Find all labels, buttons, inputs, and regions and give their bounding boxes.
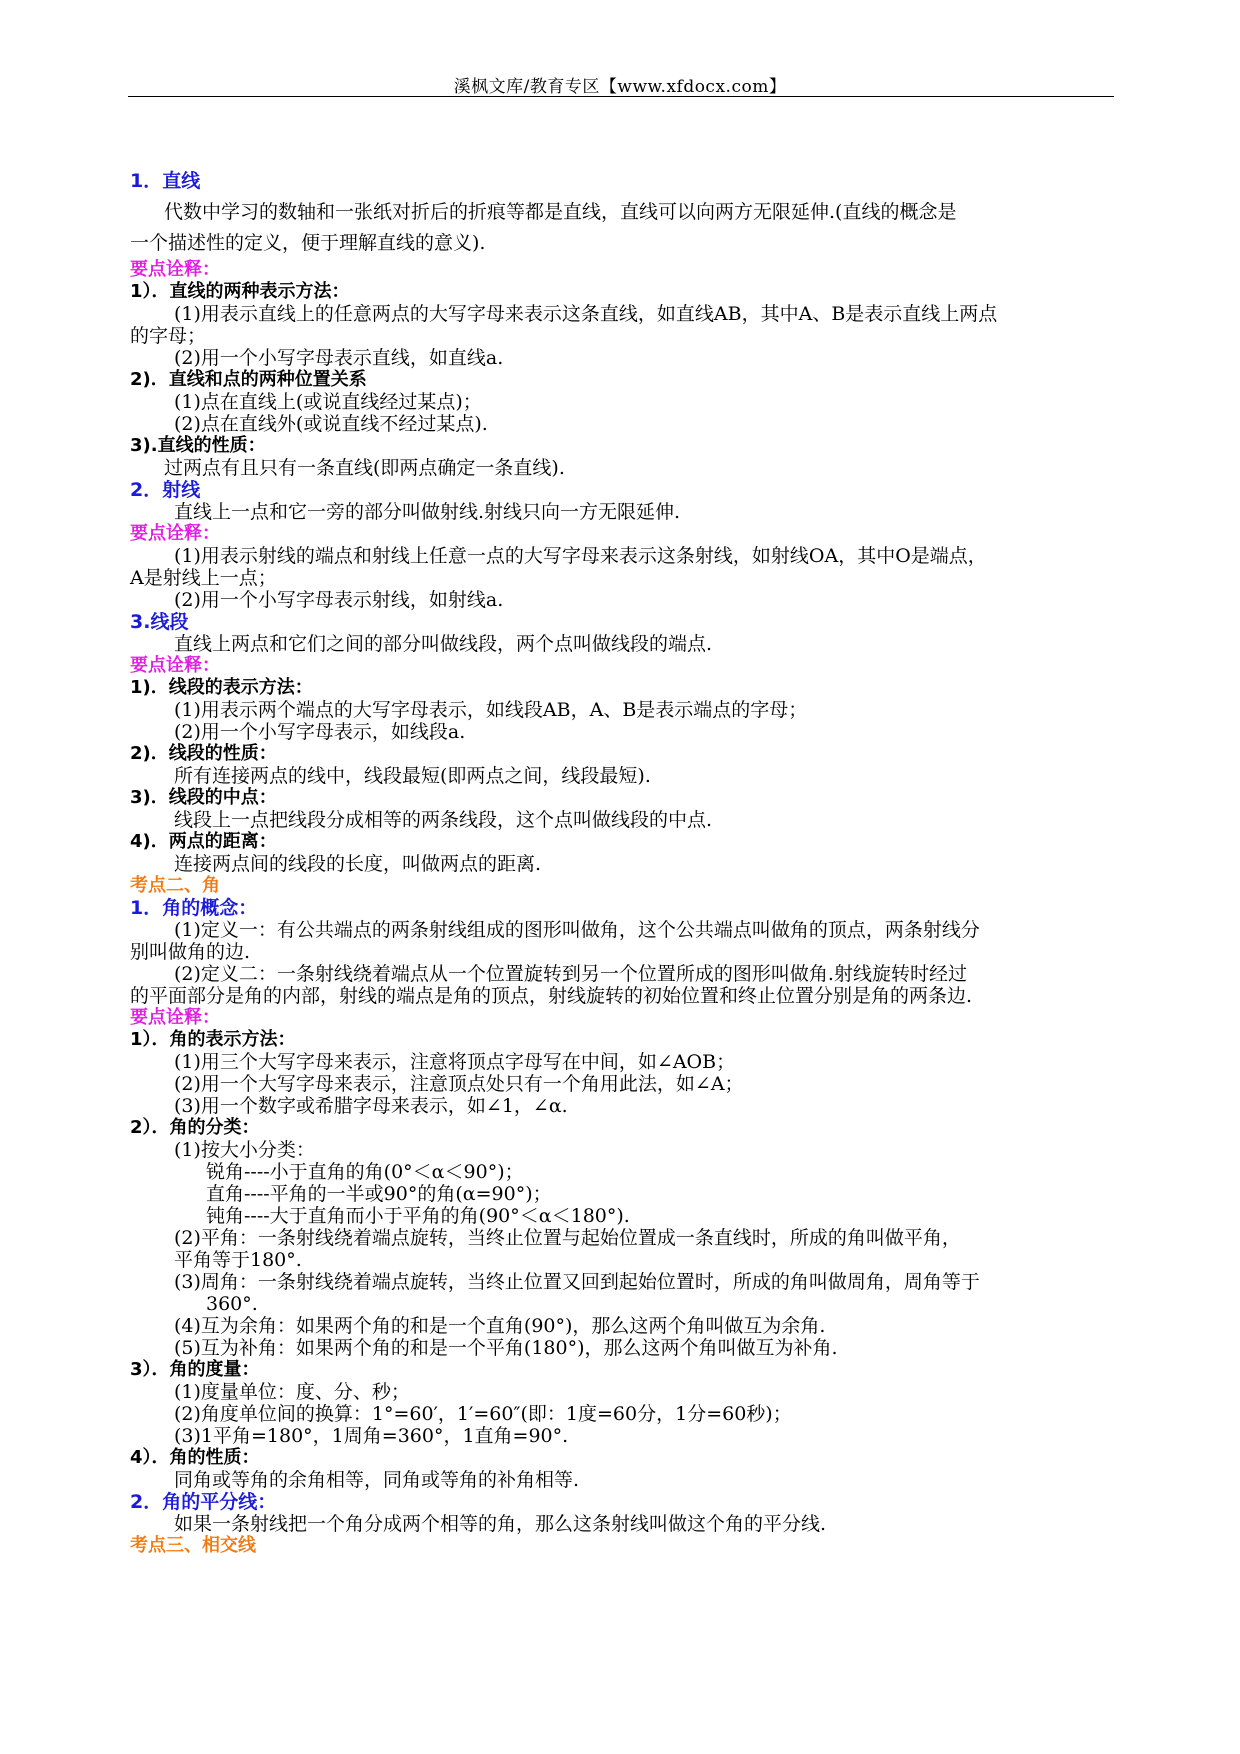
text-line: 同角或等角的余角相等，同角或等角的补角相等. [174,1469,580,1491]
text-line: 如果一条射线把一个角分成两个相等的角，那么这条射线叫做这个角的平分线. [174,1513,827,1535]
text-line: 直线上一点和它一旁的部分叫做射线.射线只向一方无限延伸. [174,501,681,523]
section-heading: 1．直线 [130,170,201,192]
section-heading: 4)．两点的距离： [130,831,277,852]
text-line: (2)平角：一条射线绕着端点旋转，当终止位置与起始位置成一条直线时，所成的角叫做平角， [174,1227,961,1249]
text-line: 平角等于180°. [174,1249,302,1271]
section-heading: 3).直线的性质： [130,435,266,456]
text-line: (1)用三个大写字母来表示，注意将顶点字母写在中间，如∠AOB； [174,1051,736,1073]
text-line: (5)互为补角：如果两个角的和是一个平角(180°)，那么这两个角叫做互为补角. [174,1337,838,1359]
text-line: 锐角----小于直角的角(0°＜α＜90°)； [206,1161,524,1183]
section-heading: 4）．角的性质： [130,1447,260,1468]
section-heading: 要点诠释： [130,655,220,676]
text-line: 一个描述性的定义，便于理解直线的意义). [130,232,486,254]
text-line: (1)度量单位：度、分、秒； [174,1381,410,1403]
section-heading: 要点诠释： [130,259,220,280]
text-line: (2)用一个大写字母来表示，注意顶点处只有一个角用此法，如∠A； [174,1073,744,1095]
section-heading: 1）．角的表示方法： [130,1029,296,1050]
section-heading: 2．射线 [130,479,201,501]
section-heading: 1)．线段的表示方法： [130,677,313,698]
text-line: (1)按大小分类： [174,1139,315,1161]
text-line: (1)点在直线上(或说直线经过某点)； [174,391,482,413]
text-line: (2)用一个小写字母表示，如线段a. [174,721,466,743]
section-heading: 3.线段 [130,611,189,633]
text-line: 直线上两点和它们之间的部分叫做线段，两个点叫做线段的端点. [174,633,713,655]
text-line: (2)用一个小写字母表示射线，如射线a. [174,589,504,611]
text-line: 线段上一点把线段分成相等的两条线段，这个点叫做线段的中点. [174,809,713,831]
section-heading: 3）．角的度量： [130,1359,260,1380]
text-line: (1)用表示直线上的任意两点的大写字母来表示这条直线，如直线AB，其中A、B是表示直线上两点 [174,303,998,325]
section-heading: 3)．线段的中点： [130,787,277,808]
text-line: (2)角度单位间的换算：1°=60′，1′=60″(即：1度=60分，1分=60秒)； [174,1403,792,1425]
page-header: 溪枫文库/教育专区【www.xfdocx.com】 [453,77,787,97]
text-line: (1)定义一：有公共端点的两条射线组成的图形叫做角，这个公共端点叫做角的顶点，两条射线分 [174,919,980,941]
text-line: (3)1平角=180°，1周角=360°，1直角=90°. [174,1425,569,1447]
text-line: (4)互为余角：如果两个角的和是一个直角(90°)，那么这两个角叫做互为余角. [174,1315,826,1337]
text-line: 360°. [206,1293,258,1315]
section-heading: 2）．角的分类： [130,1117,260,1138]
text-line: (1)用表示两个端点的大写字母表示，如线段AB，A、B是表示端点的字母； [174,699,808,721]
section-heading: 2)．线段的性质： [130,743,277,764]
text-line: 钝角----大于直角而小于平角的角(90°＜α＜180°). [206,1205,630,1227]
text-line: (3)周角：一条射线绕着端点旋转，当终止位置又回到起始位置时，所成的角叫做周角，周角等于 [174,1271,980,1293]
text-line: (3)用一个数字或希腊字母来表示，如∠1，∠α. [174,1095,568,1117]
section-heading: 要点诠释： [130,1007,220,1028]
section-heading: 考点二、角 [130,875,220,896]
text-line: 连接两点间的线段的长度，叫做两点的距离. [174,853,542,875]
section-heading: 要点诠释： [130,523,220,544]
text-line: (2)用一个小写字母表示直线，如直线a. [174,347,504,369]
text-line: 过两点有且只有一条直线(即两点确定一条直线). [164,457,565,479]
section-heading: 2．角的平分线： [130,1491,277,1513]
text-line: (2)点在直线外(或说直线不经过某点). [174,413,488,435]
text-line: 所有连接两点的线中，线段最短(即两点之间，线段最短). [174,765,651,787]
text-line: (2)定义二：一条射线绕着端点从一个位置旋转到另一个位置所成的图形叫做角.射线旋转时经过 [174,963,967,985]
header-divider [128,96,1114,97]
text-line: 别叫做角的边. [130,941,251,963]
text-line: (1)用表示射线的端点和射线上任意一点的大写字母来表示这条射线，如射线OA，其中O是端点， [174,545,987,567]
section-heading: 1）．直线的两种表示方法： [130,281,350,302]
section-heading: 1．角的概念： [130,897,258,919]
text-line: 的平面部分是角的内部，射线的端点是角的顶点，射线旋转的初始位置和终止位置分别是角的两条边. [130,985,973,1007]
section-heading: 2)．直线和点的两种位置关系 [130,369,367,390]
text-line: 代数中学习的数轴和一张纸对折后的折痕等都是直线，直线可以向两方无限延伸.(直线的概念是 [164,201,957,223]
section-heading: 考点三、相交线 [130,1535,256,1556]
text-line: 的字母； [130,325,207,347]
text-line: A是射线上一点； [130,567,277,589]
document-body [130,166,1114,1557]
text-line: 直角----平角的一半或90°的角(α=90°)； [206,1183,552,1205]
